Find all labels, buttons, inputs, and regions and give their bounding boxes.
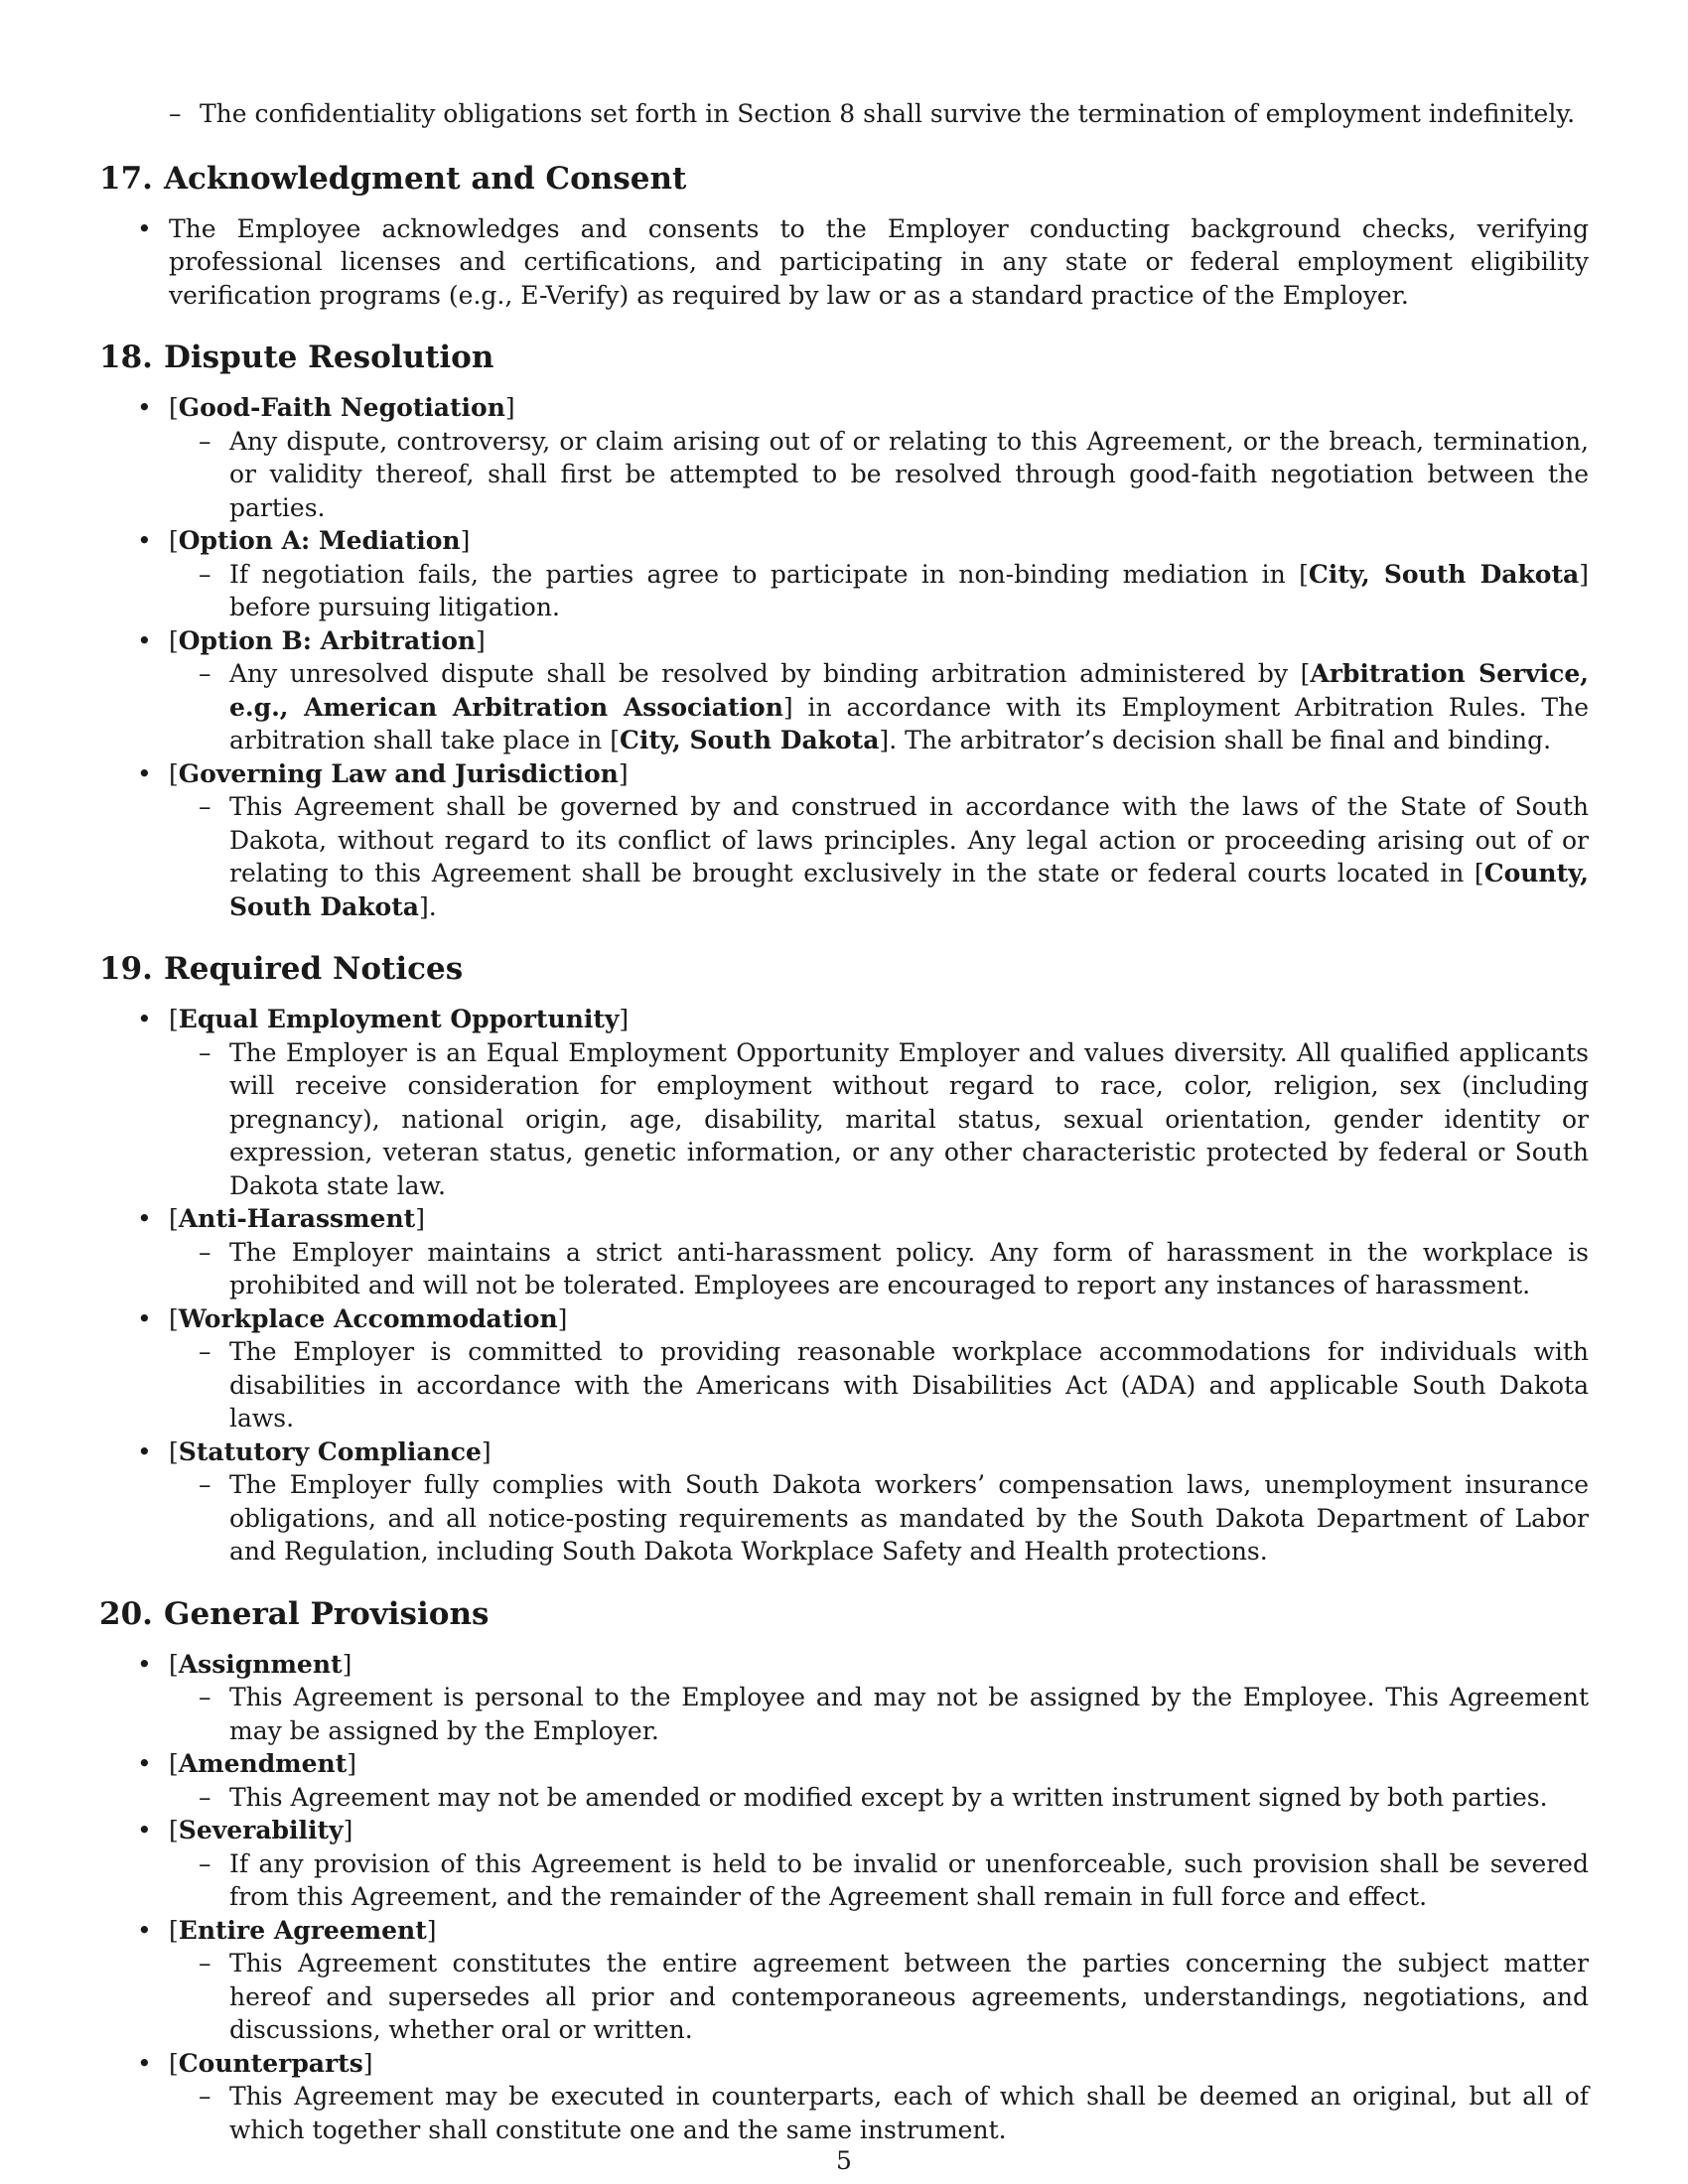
dash-marker: – xyxy=(199,792,211,821)
dash-marker: – xyxy=(199,1337,211,1366)
item-text: . xyxy=(428,891,437,921)
sub-item: – This Agreement shall be governed by and construed in accordance with the laws of the State of South Dakota, without regard to its conflict of laws principles. Any legal action or proceeding arising out of or relating to this Agreement shall be brought exclusively in the state or federal courts located in [County, South Dakota]. xyxy=(199,792,1589,921)
section-18 xyxy=(99,338,1589,923)
label-text: Good-Faith Negotiation xyxy=(178,393,505,422)
item-text: The Employer is committed to providing reasonable workplace accommodations for individuals with disabilities in accordance with the Americans with Disabilities Act (ADA) and applicable South Dakota laws. xyxy=(229,1337,1589,1433)
dash-marker: – xyxy=(199,1237,211,1267)
label-text: Equal Employment Opportunity xyxy=(178,1005,620,1033)
dash-marker: – xyxy=(199,1037,211,1067)
item-text: before pursuing litigation. xyxy=(229,593,560,621)
section-number: 18. xyxy=(99,340,153,375)
placeholder-text: County, South Dakota xyxy=(229,859,1589,921)
label-text: Entire Agreement xyxy=(178,1915,427,1945)
bullet-marker: • xyxy=(137,1816,152,1844)
sub-item xyxy=(99,1468,1589,1569)
list-item xyxy=(99,391,1589,524)
item-label: [Counterparts] xyxy=(169,2048,373,2078)
section-title: Acknowledgment and Consent xyxy=(164,160,687,197)
item-text: This Agreement constitutes the entire agreement between the parties concerning the subject matter hereof and supersedes all prior and contemporaneous agreements, understandings, negotiations, and discussions, whether oral or written. xyxy=(229,1949,1589,2044)
list-item xyxy=(99,1914,1589,2047)
bullet-marker: • xyxy=(137,393,152,422)
bullet-marker: • xyxy=(137,1649,152,1679)
dash-marker: – xyxy=(169,99,182,128)
bullet-marker: • xyxy=(137,758,152,788)
section-number: 20. xyxy=(99,1595,153,1632)
bullet-marker: • xyxy=(137,1436,152,1466)
list-item xyxy=(99,524,1589,624)
dash-marker: – xyxy=(199,1683,211,1711)
continuation-item xyxy=(70,97,1589,131)
dash-marker: – xyxy=(199,426,211,456)
dash-marker: – xyxy=(199,1470,211,1499)
section-title: General Provisions xyxy=(164,1595,490,1632)
list-item xyxy=(99,1435,1589,1569)
document-page xyxy=(99,97,1589,2146)
label-text: Severability xyxy=(178,1816,344,1844)
bullet-marker: • xyxy=(137,1204,152,1233)
section-title: Required Notices xyxy=(164,951,464,987)
bullet-marker: • xyxy=(137,2048,152,2078)
list-item xyxy=(99,1814,1589,1914)
sub-item: – If negotiation fails, the parties agree to participate in non-binding mediation in [City, South Dakota] before pursuing litigation. xyxy=(199,559,1589,621)
dash-marker: – xyxy=(199,2082,211,2111)
label-text: Amendment xyxy=(178,1749,348,1778)
section-paragraph: The Employee acknowledges and consents to the Employer conducting background checks, verifying professional licenses and certifications, and participating in any state or federal employment eligibility verification programs (e.g., E-Verify) as required by law or as a standard practice of the Employer. xyxy=(169,213,1589,310)
section-20 xyxy=(99,1594,1589,2147)
dash-marker: – xyxy=(199,1782,211,1812)
item-text: This Agreement is personal to the Employee and may not be assigned by the Employee. This Agreement may be assigned by the Employer. xyxy=(229,1683,1589,1745)
placeholder-text: City, South Dakota xyxy=(1308,559,1580,589)
placeholder-text: City, South Dakota xyxy=(619,726,880,754)
dash-marker: – xyxy=(199,1949,211,1978)
section-heading xyxy=(99,949,1589,989)
item-label: [Anti-Harassment] xyxy=(169,1204,425,1233)
item-label: [Amendment] xyxy=(169,1749,357,1778)
bullet-marker: • xyxy=(137,526,152,555)
section-number: 17. xyxy=(99,160,153,197)
sub-item xyxy=(99,1781,1589,1815)
list-item xyxy=(99,1648,1589,1748)
section-number: 19. xyxy=(99,951,153,987)
page-number: 5 xyxy=(836,2146,852,2175)
label-text: Statutory Compliance xyxy=(178,1436,482,1466)
item-label: [Entire Agreement] xyxy=(169,1915,437,1945)
bullet-marker: • xyxy=(137,1915,152,1945)
item-text: The Employer is an Equal Employment Opportunity Employer and values diversity. All qualified applicants will receive consideration for employment without regard to race, color, religion, sex (including pregnancy), national origin, age, disability, marital status, sexual orientation, gender identity or expression, veteran status, genetic information, or any other characteristic protected by federal or South Dakota state law. xyxy=(229,1037,1589,1200)
item-text: Any dispute, controversy, or claim arising out of or relating to this Agreement, or the breach, termination, or validity thereof, shall first be attempted to be resolved through good-faith negotiation between the parties. xyxy=(229,426,1589,522)
item-text: The Employer maintains a strict anti-harassment policy. Any form of harassment in the workplace is prohibited and will not be tolerated. Employees are encouraged to report any instances of harassment. xyxy=(229,1237,1589,1299)
item-label: [Governing Law and Jurisdiction] xyxy=(169,758,629,788)
list-item xyxy=(99,212,1589,313)
bullet-marker: • xyxy=(137,1303,152,1333)
placeholder-text: Arbitration Service, e.g., American Arbitration Association xyxy=(229,659,1589,722)
item-text: If negotiation fails, the parties agree to participate in non-binding mediation in xyxy=(229,559,1300,589)
section-heading xyxy=(99,159,1589,199)
item-text: . The arbitrator’s decision shall be final and binding. xyxy=(889,726,1552,754)
section-heading xyxy=(99,1594,1589,1634)
label-text: Option A: Mediation xyxy=(178,526,461,555)
item-label: [Option A: Mediation] xyxy=(169,526,471,555)
list-item xyxy=(99,1747,1589,1814)
dash-marker: – xyxy=(199,659,211,688)
bullet-marker: • xyxy=(137,213,152,243)
bullet-marker: • xyxy=(137,1005,152,1033)
item-label: [Assignment] xyxy=(169,1649,352,1679)
bullet-marker: • xyxy=(137,1749,152,1778)
list-item xyxy=(99,2047,1589,2147)
item-text: If any provision of this Agreement is held to be invalid or unenforceable, such provision shall be severed from this Agreement, and the remainder of the Agreement shall remain in full force and effect. xyxy=(229,1848,1589,1911)
sub-item xyxy=(99,425,1589,525)
sub-item xyxy=(99,1681,1589,1747)
label-text: Counterparts xyxy=(178,2048,363,2078)
list-item xyxy=(99,1202,1589,1302)
item-label: [Good-Faith Negotiation] xyxy=(169,393,515,422)
item-text: The Employer fully complies with South Dakota workers’ compensation laws, unemployment insurance obligations, and all notice-posting requirements as mandated by the South Dakota Department of Labor and Regulation, including South Dakota Workplace Safety and Health protections. xyxy=(229,1470,1589,1566)
item-text: This Agreement may be executed in counterparts, each of which shall be deemed an original, but all of which together shall constitute one and the same instrument. xyxy=(229,2082,1589,2144)
sub-item xyxy=(99,1335,1589,1435)
section-19 xyxy=(99,949,1589,1569)
item-label: [Statutory Compliance] xyxy=(169,1436,492,1466)
list-item xyxy=(99,1302,1589,1435)
label-text: Assignment xyxy=(178,1649,343,1679)
item-label: [Severability] xyxy=(169,1816,353,1844)
label-text: Workplace Accommodation xyxy=(178,1303,558,1333)
section-heading xyxy=(99,338,1589,377)
sub-item: – Any unresolved dispute shall be resolved by binding arbitration administered by [Arbitration Service, e.g., American Arbitration Association] in accordance with its Employment Arbitration Rules. The arbitration shall take place in [City, South Dakota]. The arbitrator’s decision shall be final and binding. xyxy=(199,659,1589,754)
item-label: [Equal Employment Opportunity] xyxy=(169,1005,630,1033)
sub-item xyxy=(99,1036,1589,1203)
section-17 xyxy=(99,159,1589,313)
label-text: Anti-Harassment xyxy=(178,1204,416,1233)
item-text: This Agreement may not be amended or modified except by a written instrument signed by both parties. xyxy=(229,1782,1548,1812)
item-label: [Option B: Arbitration] xyxy=(169,625,486,655)
sub-item xyxy=(99,1847,1589,1914)
item-text: in accordance with its Employment Arbitration Rules. The arbitration shall take place in xyxy=(229,692,1589,754)
bullet-marker: • xyxy=(137,625,152,655)
dash-marker: – xyxy=(199,559,211,589)
sub-item xyxy=(99,1236,1589,1302)
list-item xyxy=(99,1003,1589,1202)
sub-item xyxy=(99,1947,1589,2047)
label-text: Governing Law and Jurisdiction xyxy=(178,758,619,788)
section-title: Dispute Resolution xyxy=(164,340,494,375)
continuation-text: The confidentiality obligations set forth in Section 8 shall survive the termination of employment indefinitely. xyxy=(200,99,1576,128)
dash-marker: – xyxy=(199,1848,211,1878)
label-text: Option B: Arbitration xyxy=(178,625,477,655)
item-label: [Workplace Accommodation] xyxy=(169,1303,568,1333)
list-item xyxy=(99,757,1589,924)
item-text: Any unresolved dispute shall be resolved by binding arbitration administered by xyxy=(229,659,1301,688)
sub-item xyxy=(99,2080,1589,2146)
item-text: This Agreement shall be governed by and construed in accordance with the laws of the State of South Dakota, without regard to its conflict of laws principles. Any legal action or proceeding arising out of or relating to this Agreement shall be brought exclusively in the state or federal courts located in xyxy=(229,792,1589,887)
list-item xyxy=(99,624,1589,757)
